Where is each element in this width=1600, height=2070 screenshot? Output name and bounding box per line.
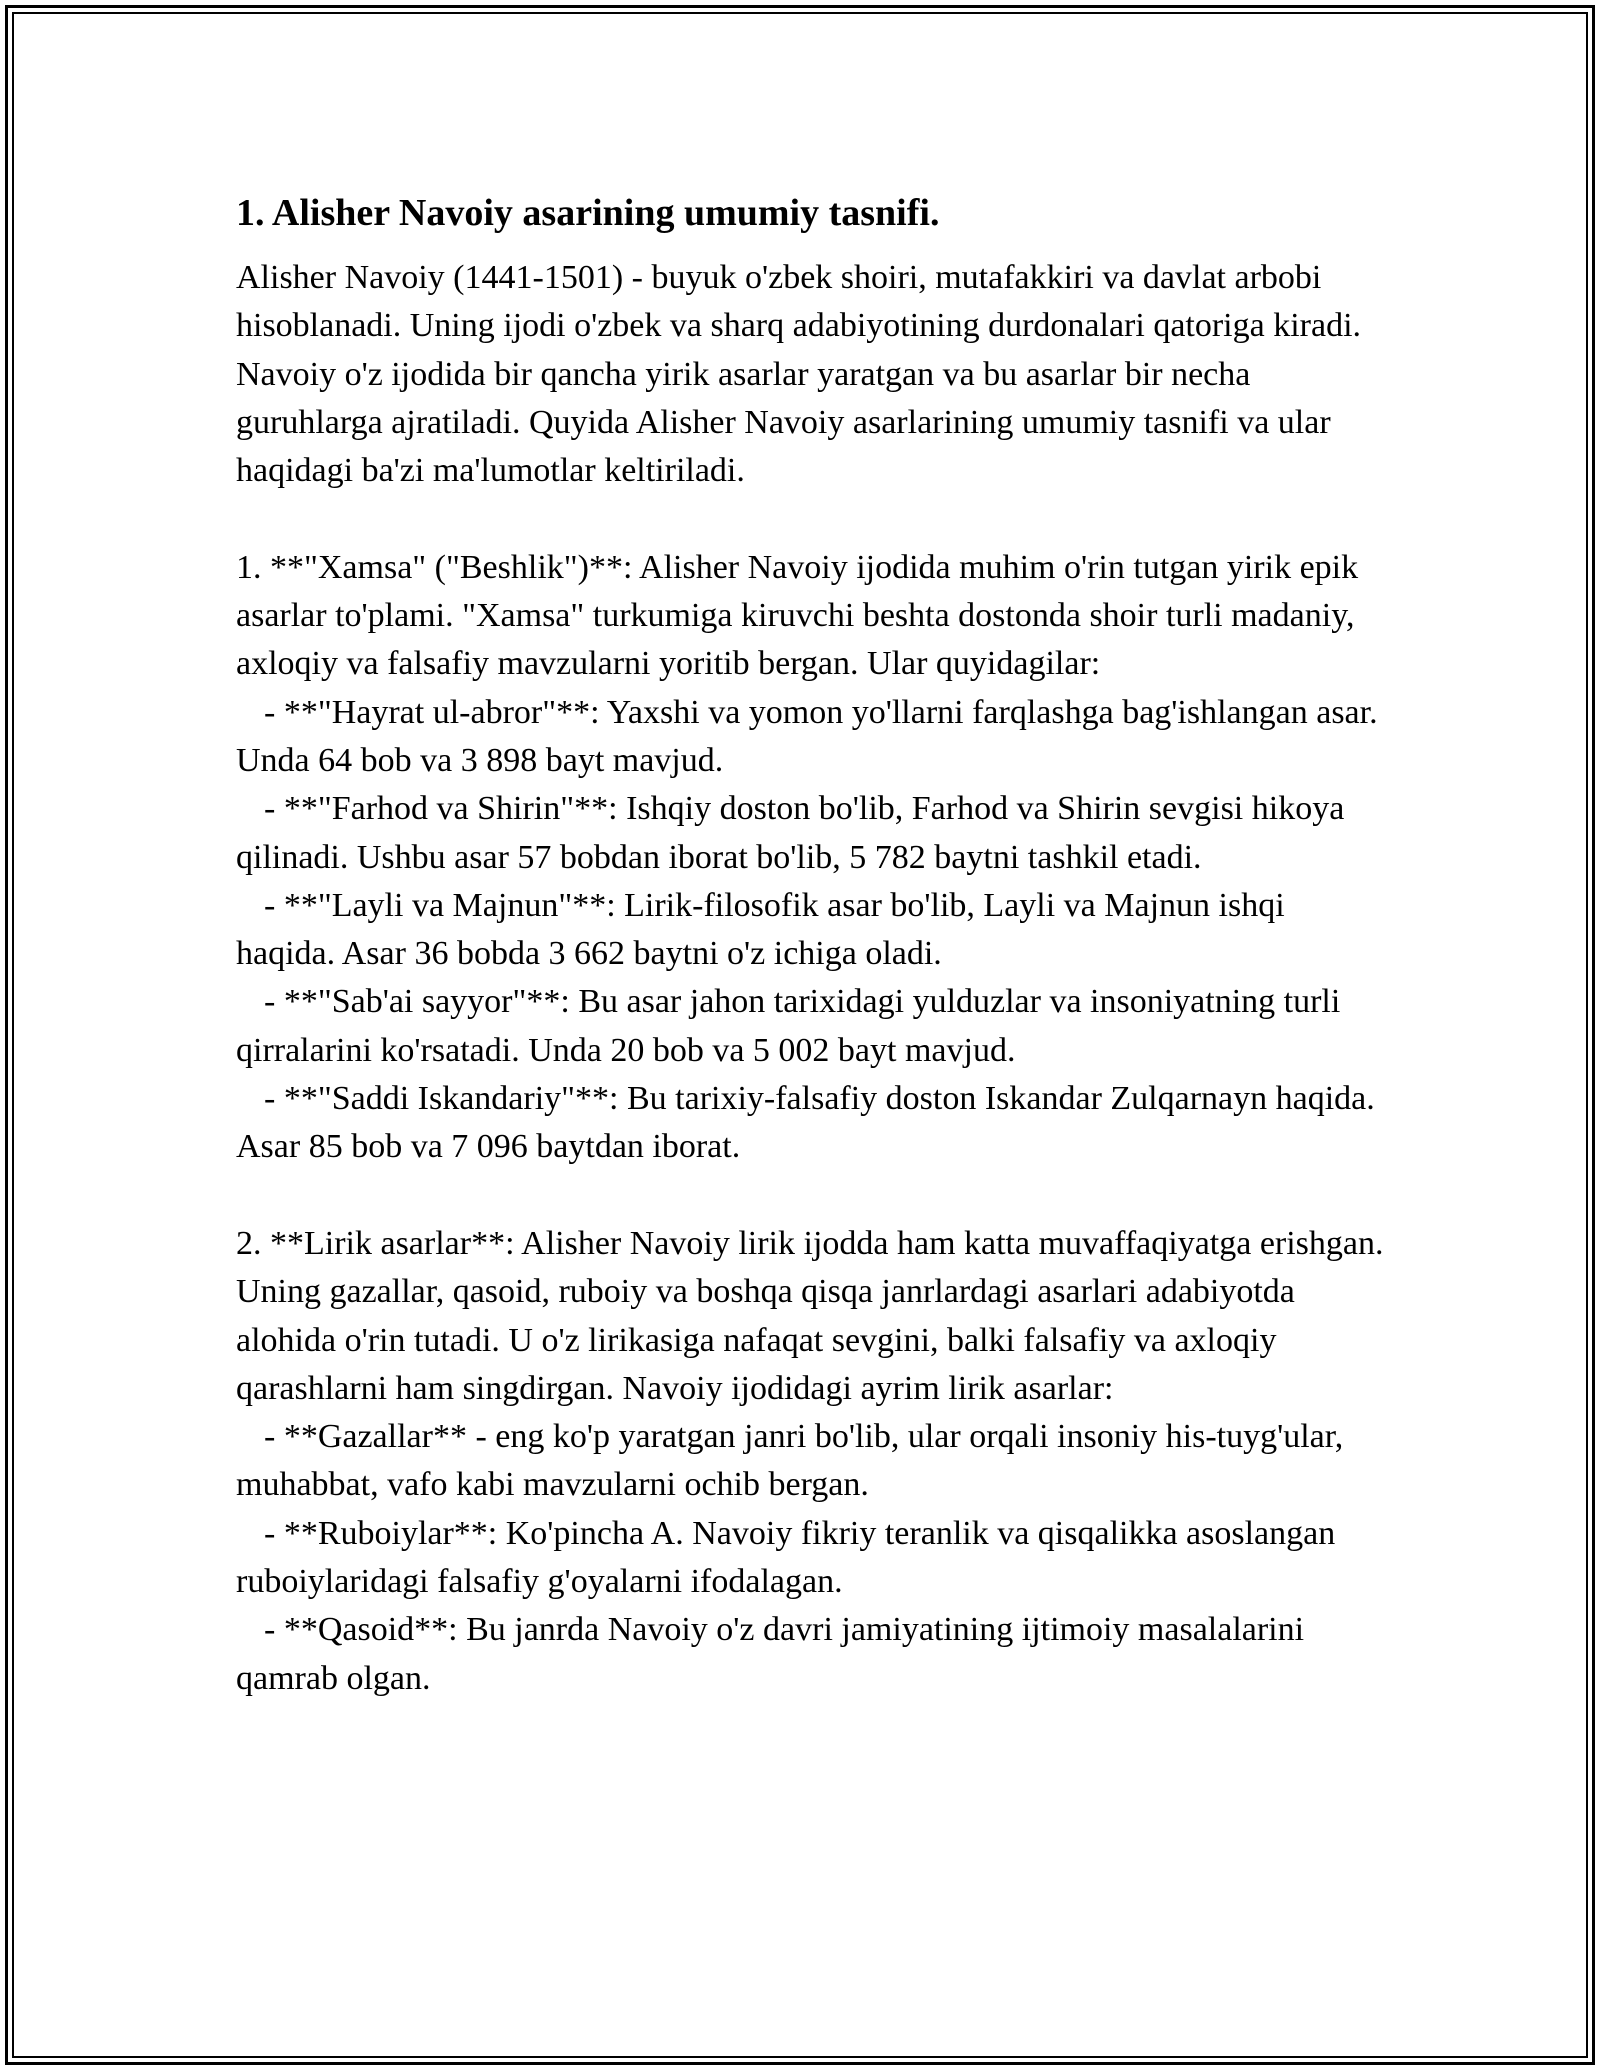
list-item-text: - **"Hayrat ul-abror"**: Yaxshi va yomon yo'llarni farqlashga bag'ishlangan asar. Unda 64 bob va 3 898 bayt mavjud. — [236, 693, 1378, 779]
list-item-sabai — [236, 978, 1386, 1075]
list-item-layli — [236, 882, 1386, 979]
list-item-saddi — [236, 1075, 1386, 1172]
section-xamsa — [236, 544, 1386, 1172]
document-title: 1. Alisher Navoiy asarining umumiy tasnifi. — [236, 192, 940, 234]
section-xamsa-lead: 1. **"Xamsa" ("Beshlik")**: Alisher Navoiy ijodida muhim o'rin tutgan yirik epik asarlar to'plami. "Xamsa" turkumiga kiruvchi beshta dostonda shoir turli madaniy, axloqiy va falsafiy mavzularni yoritib bergan. Ular quyidagilar: — [236, 548, 1359, 683]
paragraph-gap — [236, 1172, 1386, 1220]
paragraph-gap — [236, 495, 1386, 543]
section-lirik-lead: 2. **Lirik asarlar**: Alisher Navoiy lirik ijodda ham katta muvaffaqiyatga erishgan. Uning gazallar, qasoid, ruboiy va boshqa qisqa janrlardagi asarlari adabiyotda alohida o'rin tutadi. U o'z lirikasiga nafaqat sevgini, balki falsafiy va axloqiy qarashlarni ham singdirgan. Navoiy ijodidagi ayrim lirik asarlar: — [236, 1224, 1384, 1407]
list-item-text: - **Ruboiylar**: Ko'pincha A. Navoiy fikriy teranlik va qisqalikka asoslangan ruboiylaridagi falsafiy g'oyalarni ifodalagan. — [236, 1514, 1336, 1601]
document-body — [236, 186, 1386, 1703]
list-item-text: - **"Farhod va Shirin"**: Ishqiy doston bo'lib, Farhod va Shirin sevgisi hikoya qilinadi. Ushbu asar 57 bobdan iborat bo'lib, 5 782 baytni tashkil etadi. — [236, 790, 1345, 876]
intro-paragraph: Alisher Navoiy (1441-1501) - buyuk o'zbek shoiri, mutafakkiri va davlat arbobi hisoblanadi. Uning ijodi o'zbek va sharq adabiyotining durdonalari qatoriga kiradi. Navoiy o'z ijodida bir qancha yirik asarlar yaratgan va bu asarlar bir necha guruhlarga ajratiladi. Quyida Alisher Navoiy asarlarining umumiy tasnifi va ular haqidagi ba'zi ma'lumotlar keltiriladi. — [236, 259, 1362, 490]
list-item-qasoid — [236, 1606, 1386, 1703]
list-item-farhod — [236, 785, 1386, 882]
list-item-text: - **Qasoid**: Bu janrda Navoiy o'z davri jamiyatining ijtimoiy masalalarini qamrab olgan. — [236, 1611, 1305, 1697]
list-item-text: - **"Sab'ai sayyor"**: Bu asar jahon tarixidagi yulduzlar va insoniyatning turli qirralarini ko'rsatadi. Unda 20 bob va 5 002 bayt mavjud. — [236, 983, 1341, 1069]
section-lirik — [236, 1220, 1386, 1703]
list-item-text: - **Gazallar** - eng ko'p yaratgan janri bo'lib, ular orqali insoniy his-tuyg'ular, muhabbat, vafo kabi mavzularni ochib bergan. — [236, 1418, 1344, 1504]
list-item-text: - **"Layli va Majnun"**: Lirik-filosofik asar bo'lib, Layli va Majnun ishqi haqida. Asar 36 bobda 3 662 baytni o'z ichiga oladi. — [236, 886, 1285, 973]
list-item-text: - **"Saddi Iskandariy"**: Bu tarixiy-falsafiy doston Iskandar Zulqarnayn haqida. Asar 85 bob va 7 096 baytdan iborat. — [236, 1080, 1375, 1166]
list-item-ruboiylar — [236, 1510, 1386, 1607]
list-item-gazallar — [236, 1413, 1386, 1510]
list-item-hayrat — [236, 689, 1386, 786]
